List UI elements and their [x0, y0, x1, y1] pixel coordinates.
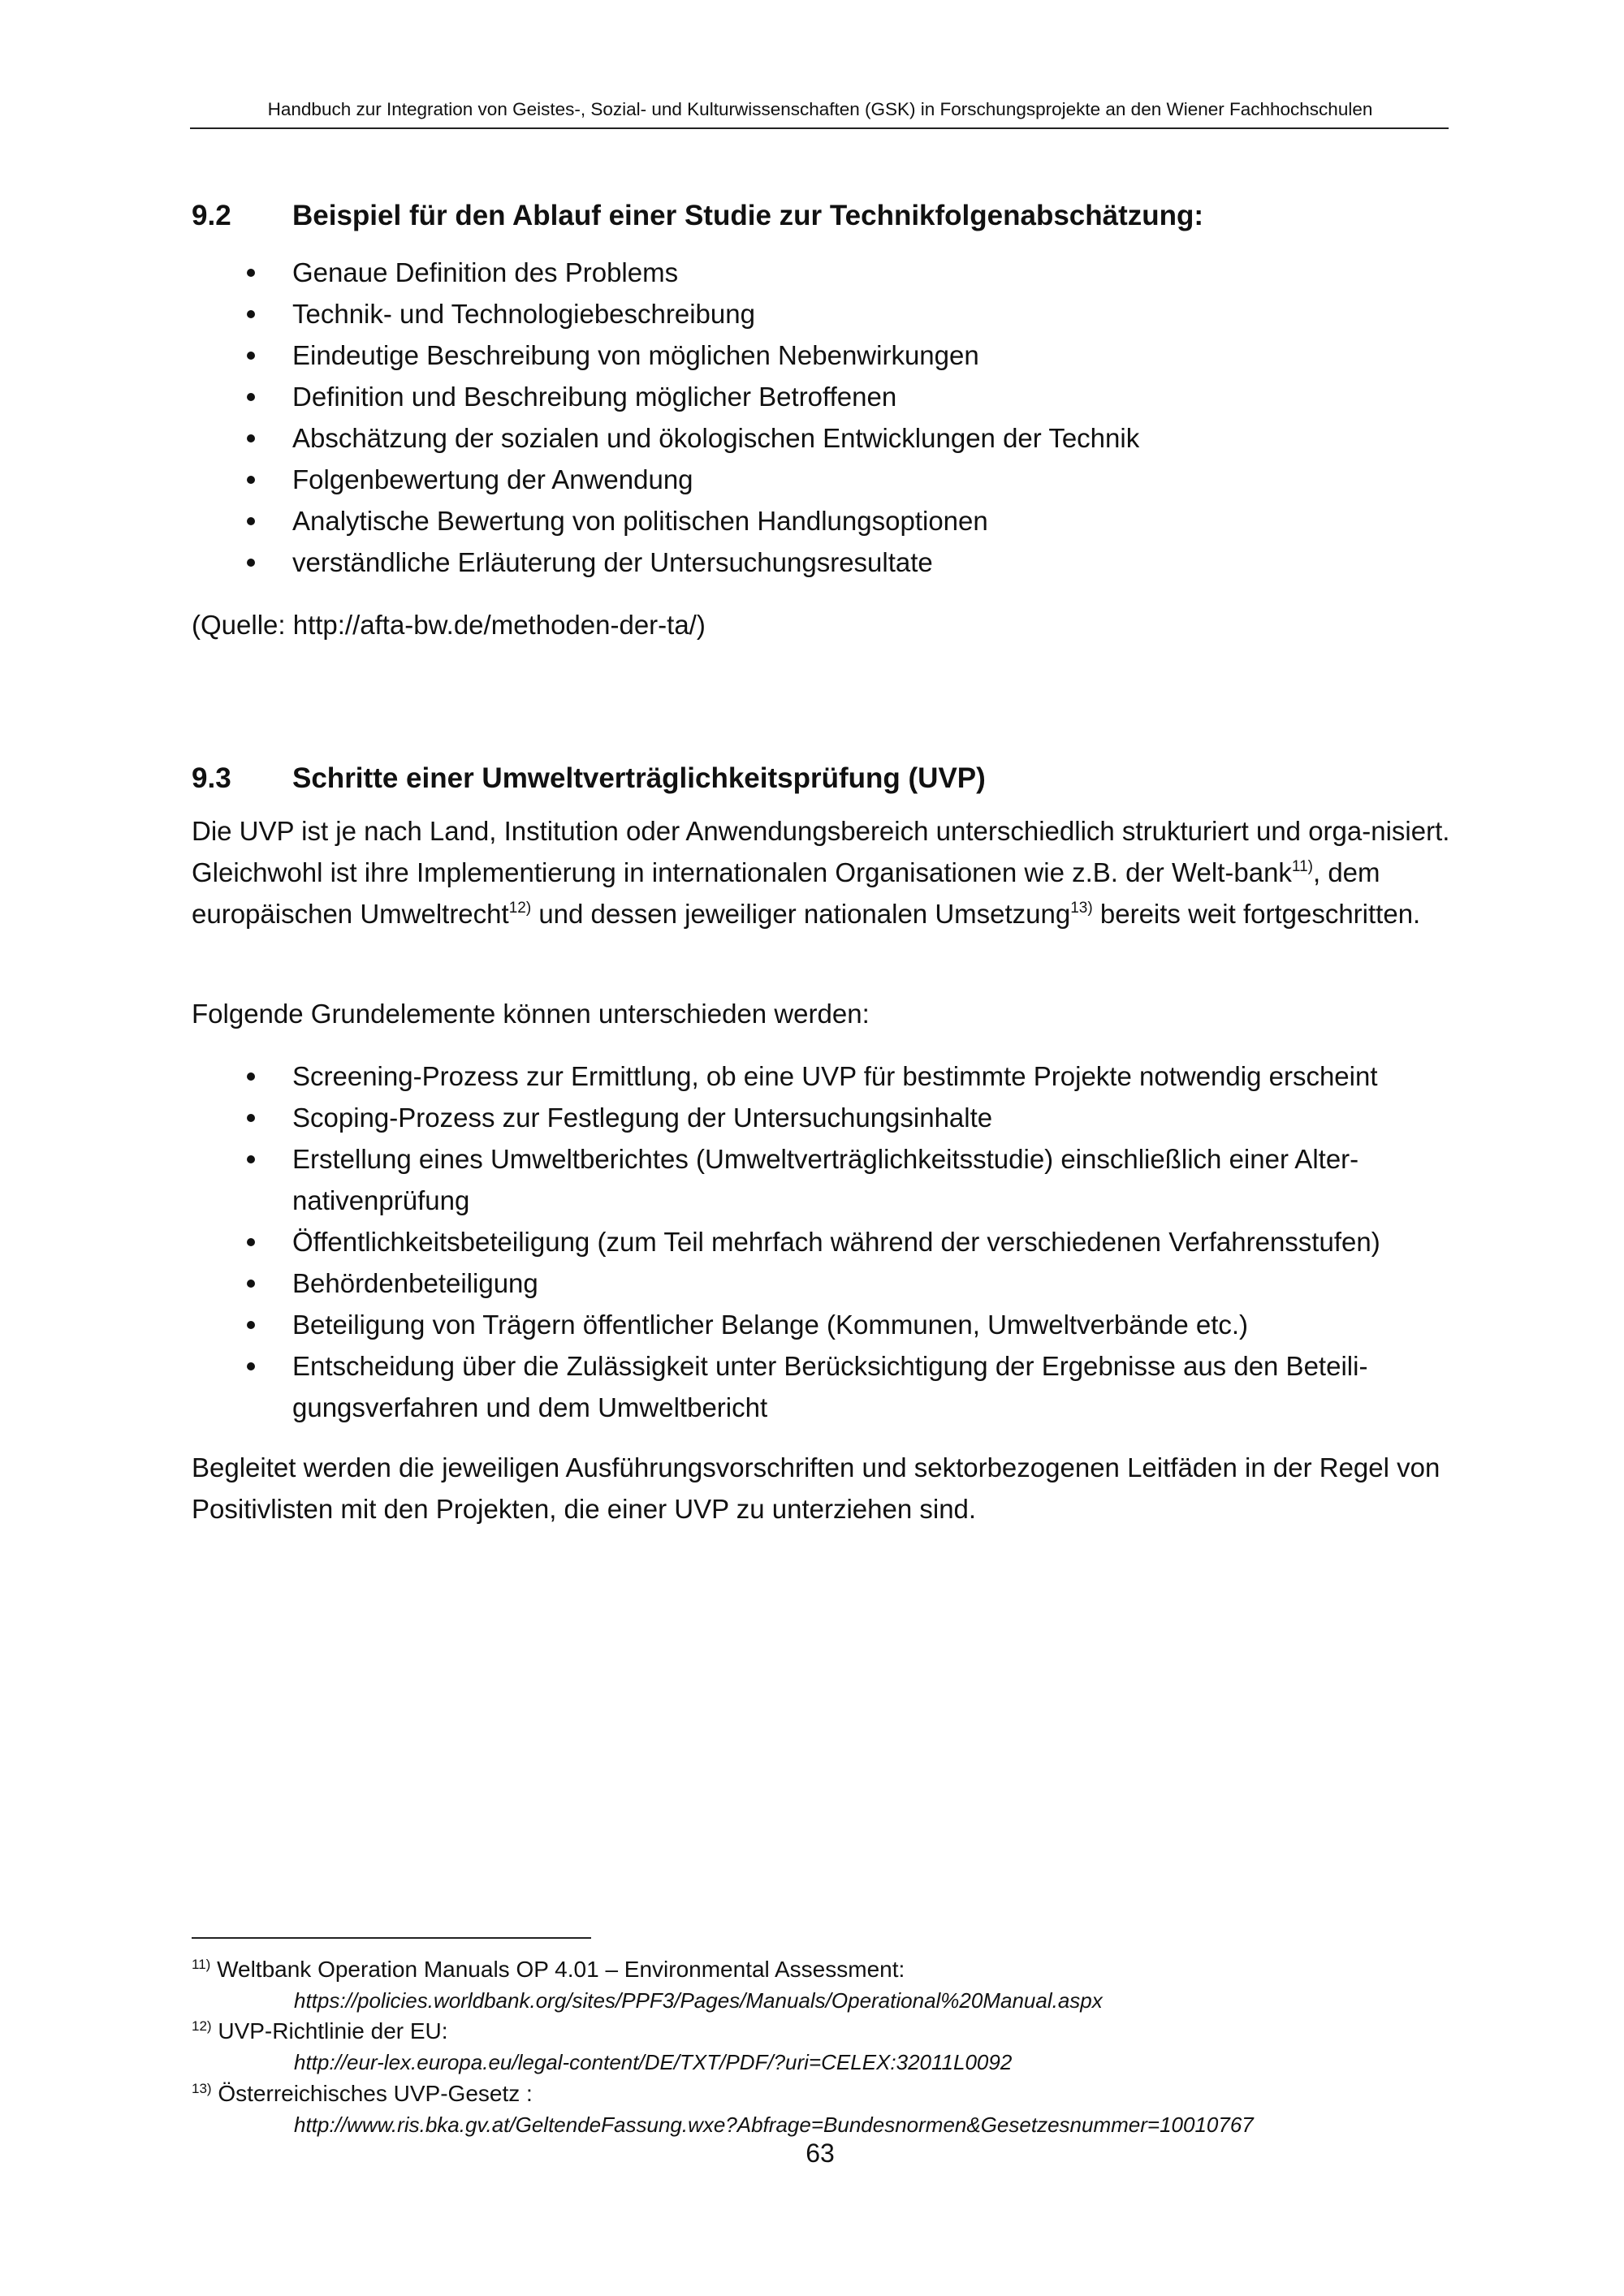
source-citation: (Quelle: http://afta-bw.de/methoden-der-ta/)	[192, 610, 706, 640]
list-item: Scoping-Prozess zur Festlegung der Untersuchungsinhalte	[192, 1097, 1458, 1138]
footnote-text: Weltbank Operation Manuals OP 4.01 – Environmental Assessment:	[217, 1957, 905, 1982]
list-item: Definition und Beschreibung möglicher Betroffenen	[192, 376, 1458, 417]
footnote-text: UVP-Richtlinie der EU:	[218, 2018, 448, 2044]
footnote-ref: 11)	[1291, 858, 1313, 875]
footnote-12	[192, 2018, 1491, 2045]
ta-steps-list	[192, 252, 1458, 583]
footnote-divider	[192, 1937, 591, 1939]
list-item: Erstellung eines Umweltberichtes (Umweltverträglichkeitsstudie) einschließlich einer Alter-nativenprüfung	[192, 1138, 1458, 1221]
footnote-mark: 13)	[192, 2081, 212, 2096]
list-item: verständliche Erläuterung der Untersuchungsresultate	[192, 542, 1458, 583]
footnote-ref: 13)	[1070, 900, 1093, 917]
list-item: Beteiligung von Trägern öffentlicher Belange (Kommunen, Umweltverbände etc.)	[192, 1304, 1458, 1345]
footnote-mark: 12)	[192, 2018, 212, 2034]
intro-text: Die UVP ist je nach Land, Institution oder Anwendungsbereich unterschiedlich strukturiert und orga-nisiert. Gleichwohl ist ihre Implementierung in internationalen Organisationen wie z.B. der Welt-bank	[192, 816, 1450, 887]
footnote-mark: 11)	[192, 1957, 211, 1972]
intro-text: bereits weit fortgeschritten.	[1092, 899, 1421, 929]
list-item: Folgenbewertung der Anwendung	[192, 459, 1458, 500]
footnote-text: Österreichisches UVP-Gesetz :	[218, 2081, 533, 2106]
uvp-intro-paragraph	[192, 810, 1458, 934]
footnote-13	[192, 2080, 1491, 2108]
list-item: Genaue Definition des Problems	[192, 252, 1458, 293]
list-item: Eindeutige Beschreibung von möglichen Nebenwirkungen	[192, 334, 1458, 376]
uvp-closing-paragraph: Begleitet werden die jeweiligen Ausführungsvorschriften und sektorbezogenen Leitfäden in der Regel von Positivlisten mit den Projekten, die einer UVP zu unterziehen sind.	[192, 1452, 1440, 1524]
list-item: Abschätzung der sozialen und ökologischen Entwicklungen der Technik	[192, 417, 1458, 459]
list-item: Screening-Prozess zur Ermittlung, ob eine UVP für bestimmte Projekte notwendig erscheint	[192, 1055, 1458, 1097]
list-item: Entscheidung über die Zulässigkeit unter Berücksichtigung der Ergebnisse aus den Beteili-gungsverfahren und dem Umweltbericht	[192, 1345, 1458, 1428]
list-item: Behördenbeteiligung	[192, 1262, 1458, 1304]
list-item: Technik- und Technologiebeschreibung	[192, 293, 1458, 334]
section-number: 9.2	[192, 200, 231, 231]
section-title: Beispiel für den Ablauf einer Studie zur Technikfolgenabschätzung:	[292, 200, 1204, 231]
intro-text: und dessen jeweiliger nationalen Umsetzung	[531, 899, 1071, 929]
footnote-11	[192, 1956, 1491, 1983]
running-header: Handbuch zur Integration von Geistes-, Sozial- und Kulturwissenschaften (GSK) in Forschungsprojekte an den Wiener Fachhochschulen	[267, 99, 1373, 119]
page-number: 63	[806, 2138, 835, 2168]
list-item: Analytische Bewertung von politischen Handlungsoptionen	[192, 500, 1458, 542]
footnote-ref: 12)	[508, 900, 532, 917]
intro-text: , dem europäischen Umweltrecht	[192, 857, 1380, 929]
footnote-11-url: https://policies.worldbank.org/sites/PPF3/Pages/Manuals/Operational%20Manual.aspx	[294, 1988, 1103, 2013]
footnote-12-url: http://eur-lex.europa.eu/legal-content/DE/TXT/PDF/?uri=CELEX:32011L0092	[294, 2050, 1013, 2074]
uvp-elements-list	[192, 1055, 1458, 1428]
list-item: Öffentlichkeitsbeteiligung (zum Teil mehrfach während der verschiedenen Verfahrensstufen)	[192, 1221, 1458, 1262]
section-title: Schritte einer Umweltverträglichkeitsprüfung (UVP)	[292, 762, 986, 794]
section-number: 9.3	[192, 762, 231, 794]
section-9-2-heading	[192, 198, 1203, 234]
section-9-3-heading	[192, 761, 986, 796]
uvp-lead-sentence: Folgende Grundelemente können unterschieden werden:	[192, 999, 870, 1029]
header-divider	[190, 127, 1449, 129]
footnote-13-url: http://www.ris.bka.gv.at/GeltendeFassung.wxe?Abfrage=Bundesnormen&Gesetzesnummer=10010767	[294, 2113, 1254, 2137]
